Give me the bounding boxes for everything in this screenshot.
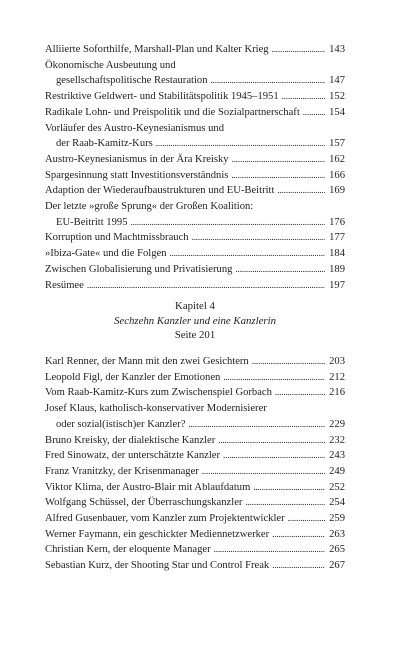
toc-entry-row [45,105,345,121]
toc-entry-title: Wolfgang Schüssel, der Überraschungskanzler [45,497,243,509]
toc-entry [45,121,345,152]
dot-leader [211,73,325,89]
toc-entry-title: Viktor Klima, der Austro-Blair mit Ablaufdatum [45,481,251,493]
toc-entry-title: Ökonomische Ausbeutung und [45,59,176,71]
toc-entry-page-number: 259 [329,513,345,525]
dot-leader [272,42,325,58]
chapter-subtitle: Sechzehn Kanzler und eine Kanzlerin [114,314,276,327]
toc-entry-row [45,495,345,511]
toc-entry-title: der Raab-Kamitz-Kurs [56,138,153,150]
toc-entry-title: Josef Klaus, katholisch-konservativer Modernisierer [45,403,267,415]
toc-entry [45,511,345,527]
toc-entry-page-number: 184 [329,248,345,260]
toc-entry-page-number: 267 [329,560,345,572]
dot-leader [192,230,325,246]
dot-leader [156,136,325,152]
toc-entry-row [45,511,345,527]
toc-entry [45,199,345,230]
toc-entry-title: Spargesinnung statt Investitionsverständnis [45,169,229,181]
toc-entry-title: gesellschaftspolitische Restauration [56,75,208,87]
toc-entry [45,168,345,184]
toc-entry-page-number: 254 [329,497,345,509]
toc-entry-page-number: 157 [329,138,345,150]
toc-entry-page-number: 143 [329,44,345,55]
toc-entry-row [45,136,345,152]
dot-leader [303,105,325,121]
toc-entry [45,105,345,121]
toc-entry [45,89,345,105]
toc-entry-title: Vom Raab-Kamitz-Kurs zum Zwischenspiel Gorbach [45,387,272,399]
toc-entry-row [45,558,345,574]
toc-entry-title: Fred Sinowatz, der unterschätzte Kanzler [45,450,221,462]
toc-entry-title: Sebastian Kurz, der Shooting Star und Control Freak [45,560,270,572]
dot-leader [252,354,325,370]
toc-entry-row [45,152,345,168]
toc-entry-page-number: 147 [329,75,345,87]
toc-entry-row [45,89,345,105]
toc-entry [45,370,345,386]
dot-leader [202,464,325,480]
dot-leader [131,215,326,231]
toc-entry-page-number: 229 [329,418,345,430]
toc-entry-row [45,480,345,496]
dot-leader [235,262,325,278]
dot-leader [223,448,325,464]
dot-leader [253,480,325,496]
toc-entry-title: Leopold Figl, der Kanzler der Emotionen [45,371,221,383]
toc-entry-title: Werner Faymann, ein geschickter Mediennetzwerker [45,528,270,540]
dot-leader [272,558,325,574]
toc-entry-page-number: 177 [329,232,345,244]
toc-entry [45,183,345,199]
toc-entry [45,542,345,558]
toc-entry-title: Radikale Lohn- und Preispolitik und die Sozialpartnerschaft [45,106,300,118]
toc-entry-row [45,230,345,246]
dot-leader [232,152,325,168]
toc-entry [45,433,345,449]
toc-entry [45,401,345,432]
chapter-heading [45,299,345,343]
dot-leader [282,89,325,105]
toc-entry [45,262,345,278]
dot-leader [275,385,325,401]
toc-entry-page-number: 252 [329,481,345,493]
toc-entry [45,385,345,401]
toc-entry-row [45,354,345,370]
toc-entry [45,558,345,574]
dot-leader [277,183,325,199]
dot-leader [288,511,325,527]
toc-entry-title: Resümee [45,279,84,291]
toc-entry [45,448,345,464]
toc-entry-row [45,433,345,449]
toc-entry [45,480,345,496]
toc-section-chapter-4 [45,354,345,574]
toc-entry-title: oder sozial(istisch)er Kanzler? [56,418,186,430]
toc-entry-row [45,464,345,480]
dot-leader [272,527,325,543]
toc-entry-title: Franz Vranitzky, der Krisenmanager [45,465,199,477]
toc-entry-row [45,278,345,294]
toc-entry-row [45,215,345,231]
toc-entry-page-number: 152 [329,91,345,103]
toc-entry-title: Alfred Gusenbauer, vom Kanzler zum Projektentwickler [45,513,285,525]
toc-entry-row [45,168,345,184]
toc-entry-title: Der letzte »große Sprung« der Großen Koalition: [45,201,254,213]
toc-entry-page-number: 249 [329,465,345,477]
toc-entry-page-number: 265 [329,544,345,556]
toc-entry-page-number: 232 [329,434,345,446]
toc-entry [45,230,345,246]
dot-leader [170,246,326,262]
toc-entry-row [45,73,345,89]
toc-entry-title: Alliierte Soforthilfe, Marshall-Plan und Kalter Krieg [45,44,269,55]
dot-leader [223,370,325,386]
toc-entry [45,354,345,370]
toc-entry-row [45,262,345,278]
toc-entry [45,278,345,294]
dot-leader [245,495,325,511]
toc-entry-page-number: 216 [329,387,345,399]
toc-entry-page-number: 162 [329,153,345,165]
toc-entry-row [45,417,345,433]
dot-leader [231,168,325,184]
toc-entry-title: Vorläufer des Austro-Keynesianismus und [45,122,224,134]
toc-entry-page-number: 169 [329,185,345,197]
toc-entry-page-number: 212 [329,371,345,383]
toc-entry-title: Bruno Kreisky, der dialektische Kanzler [45,434,216,446]
toc-entry-row [45,527,345,543]
toc-entry [45,58,345,89]
toc-entry-row [45,542,345,558]
toc-entry-row [45,385,345,401]
toc-entry-title: Karl Renner, der Mann mit den zwei Gesichtern [45,356,249,367]
toc-entry [45,464,345,480]
toc-entry-title: Christian Kern, der eloquente Manager [45,544,211,556]
toc-entry [45,42,345,58]
toc-entry-page-number: 176 [329,216,345,228]
toc-entry-title: Adaption der Wiederaufbaustrukturen und EU-Beitritt [45,185,275,197]
toc-entry-title: Korruption und Machtmissbrauch [45,232,189,244]
toc-section-chapter-3 [45,42,345,293]
toc-entry [45,495,345,511]
toc-entry-page-number: 243 [329,450,345,462]
toc-entry-row [45,370,345,386]
toc-entry-row [45,246,345,262]
chapter-page-ref: Seite 201 [174,329,216,342]
toc-entry-title: Austro-Keynesianismus in der Ära Kreisky [45,153,229,165]
dot-leader [214,542,325,558]
toc-entry-page-number: 263 [329,528,345,540]
toc-entry-title: Zwischen Globalisierung und Privatisierung [45,263,233,275]
toc-entry-page-number: 203 [329,356,345,367]
toc-entry [45,152,345,168]
toc-entry-title: Restriktive Geldwert- und Stabilitätspolitik 1945–1951 [45,91,279,103]
toc-entry-page-number: 166 [329,169,345,181]
toc-entry [45,246,345,262]
chapter-label: Kapitel 4 [175,300,215,312]
toc-entry-title: EU-Beitritt 1995 [56,216,128,228]
dot-leader [188,417,325,433]
dot-leader [87,278,325,294]
toc-entry-page-number: 154 [329,106,345,118]
toc-entry-title: »Ibiza-Gate« und die Folgen [45,248,167,260]
toc-entry-row [45,448,345,464]
toc-entry-page-number: 197 [329,279,345,291]
toc-entry-row [45,42,345,58]
toc-entry-page-number: 189 [329,263,345,275]
toc-entry [45,527,345,543]
dot-leader [218,433,325,449]
toc-entry-row [45,183,345,199]
